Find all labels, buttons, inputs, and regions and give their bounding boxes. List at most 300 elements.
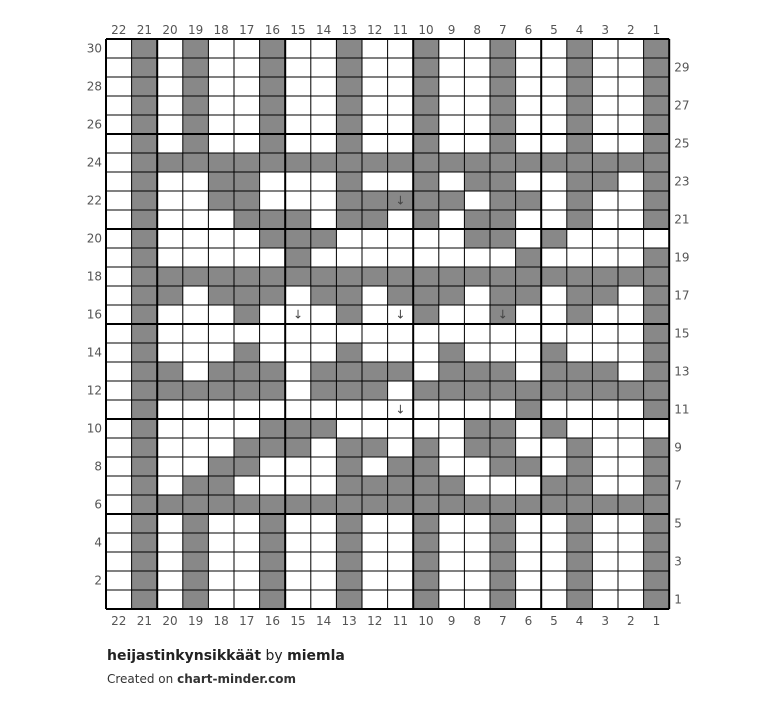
chart-cell-empty: [157, 115, 183, 134]
chart-cell-empty: [439, 305, 465, 324]
chart-cell-filled: [413, 381, 439, 400]
chart-title-line: [107, 648, 345, 664]
chart-cell-filled: [567, 476, 593, 495]
chart-cell-empty: [388, 381, 414, 400]
chart-cell-filled: [592, 381, 618, 400]
column-label-bottom: 21: [136, 614, 153, 628]
chart-cell-filled: [388, 362, 414, 381]
chart-cell-filled: [413, 267, 439, 286]
chart-cell-empty: [157, 571, 183, 590]
chart-cell-empty: [516, 514, 542, 533]
chart-cell-filled: [260, 77, 286, 96]
chart-cell-empty: [106, 115, 132, 134]
chart-cell-filled: [183, 134, 209, 153]
chart-cell-filled: [567, 552, 593, 571]
chart-cell-empty: [388, 343, 414, 362]
chart-cell-empty: [362, 571, 388, 590]
chart-cell-empty: [516, 419, 542, 438]
column-label-top: 15: [290, 23, 306, 37]
chart-title: heijastinkynsikkäät: [107, 648, 262, 664]
chart-cell-filled: [260, 514, 286, 533]
chart-cell-filled: [285, 419, 311, 438]
chart-cell-empty: [388, 58, 414, 77]
chart-cell-empty: [618, 476, 644, 495]
chart-cell-filled: [336, 495, 362, 514]
chart-cell-empty: [516, 476, 542, 495]
chart-cell-empty: [285, 590, 311, 609]
chart-cell-empty: [592, 115, 618, 134]
chart-cell-filled: [464, 362, 490, 381]
chart-cell-empty: [183, 191, 209, 210]
chart-cell-filled: [234, 210, 260, 229]
column-label-bottom: 2: [626, 614, 635, 628]
chart-cell-filled: [234, 362, 260, 381]
chart-cell-empty: [362, 457, 388, 476]
column-label-bottom: 17: [239, 614, 255, 628]
chart-cell-empty: [541, 115, 567, 134]
column-label-top: 2: [626, 23, 635, 37]
chart-cell-empty: [106, 571, 132, 590]
chart-cell-empty: [260, 248, 286, 267]
chart-cell-empty: [311, 58, 337, 77]
chart-cell-filled: [336, 286, 362, 305]
chart-cell-empty: [516, 590, 542, 609]
chart-cell-filled: [439, 286, 465, 305]
chart-cell-filled: [567, 438, 593, 457]
chart-cell-filled: [260, 495, 286, 514]
chart-cell-filled: [336, 267, 362, 286]
chart-cell-empty: [516, 362, 542, 381]
chart-cell-filled: [132, 191, 158, 210]
chart-cell-empty: [336, 248, 362, 267]
chart-cell-filled: [490, 552, 516, 571]
chart-cell-empty: [464, 324, 490, 343]
chart-cell-filled: [132, 419, 158, 438]
chart-cell-filled: [567, 457, 593, 476]
chart-cell-filled: [644, 210, 670, 229]
chart-cell-empty: [260, 172, 286, 191]
chart-cell-empty: [592, 191, 618, 210]
chart-cell-filled: [439, 495, 465, 514]
chart-cell-empty: [541, 134, 567, 153]
chart-cell-empty: [234, 552, 260, 571]
column-label-top: 19: [187, 23, 204, 37]
chart-cell-empty: [234, 248, 260, 267]
chart-cell-empty: [157, 590, 183, 609]
chart-cell-filled: [132, 172, 158, 191]
chart-cell-empty: [260, 457, 286, 476]
chart-cell-empty: [541, 210, 567, 229]
chart-cell-filled: [234, 191, 260, 210]
chart-cell-filled: [285, 438, 311, 457]
chart-cell-filled: [260, 58, 286, 77]
down-arrow-icon: ↓: [395, 402, 406, 417]
chart-cell-empty: [388, 590, 414, 609]
chart-cell-empty: [516, 115, 542, 134]
chart-cell-empty: [311, 77, 337, 96]
chart-cell-empty: [311, 457, 337, 476]
chart-cell-empty: [183, 172, 209, 191]
chart-cell-filled: [336, 381, 362, 400]
chart-cell-filled: [362, 495, 388, 514]
column-label-bottom: 14: [315, 614, 332, 628]
chart-cell-filled: [260, 267, 286, 286]
chart-cell-filled: [362, 267, 388, 286]
chart-cell-empty: [157, 96, 183, 115]
chart-cell-filled: [183, 96, 209, 115]
chart-cell-empty: [388, 115, 414, 134]
chart-cell-empty: [362, 134, 388, 153]
chart-cell-filled: [362, 438, 388, 457]
chart-cell-empty: [336, 324, 362, 343]
chart-cell-empty: [592, 533, 618, 552]
chart-cell-filled: [490, 115, 516, 134]
chart-cell-filled: [208, 153, 234, 172]
column-label-top: 21: [136, 23, 153, 37]
chart-cell-empty: [311, 134, 337, 153]
chart-cell-empty: [311, 191, 337, 210]
chart-cell-filled: [413, 134, 439, 153]
chart-cell-filled: [413, 438, 439, 457]
chart-cell-empty: [592, 305, 618, 324]
chart-cell-filled: [592, 172, 618, 191]
chart-cell-empty: [106, 96, 132, 115]
column-label-bottom: 12: [367, 614, 383, 628]
chart-cell-empty: [106, 362, 132, 381]
chart-cell-filled: [413, 39, 439, 58]
chart-cell-filled: [644, 362, 670, 381]
chart-cell-filled: [311, 267, 337, 286]
chart-cell-empty: [567, 400, 593, 419]
column-label-bottom: 8: [473, 614, 482, 628]
chart-cell-empty: [388, 248, 414, 267]
chart-cell-empty: [413, 229, 439, 248]
chart-cell-empty: [464, 514, 490, 533]
chart-cell-empty: [464, 115, 490, 134]
chart-cell-empty: [260, 191, 286, 210]
column-label-top: 13: [341, 23, 357, 37]
chart-cell-filled: [490, 457, 516, 476]
row-label-left: 6: [94, 497, 102, 512]
chart-cell-empty: [106, 324, 132, 343]
chart-cell-empty: [157, 552, 183, 571]
chart-cell-empty: [183, 248, 209, 267]
chart-cell-empty: [311, 172, 337, 191]
chart-cell-empty: [157, 58, 183, 77]
chart-cell-filled: [567, 39, 593, 58]
chart-cell-empty: [362, 248, 388, 267]
chart-cell-empty: [618, 324, 644, 343]
chart-cell-empty: [311, 514, 337, 533]
chart-cell-empty: [311, 343, 337, 362]
chart-cell-empty: [208, 210, 234, 229]
column-label-bottom: 16: [264, 614, 281, 628]
chart-cell-filled: [183, 514, 209, 533]
chart-cell-filled: [183, 571, 209, 590]
chart-cell-empty: [618, 514, 644, 533]
chart-cell-filled: [132, 324, 158, 343]
chart-cell-empty: [362, 590, 388, 609]
chart-cell-empty: [285, 172, 311, 191]
chart-cell-empty: [439, 134, 465, 153]
chart-cell-filled: [413, 286, 439, 305]
chart-cell-filled: [490, 39, 516, 58]
chart-cell-empty: [464, 96, 490, 115]
chart-cell-filled: [336, 39, 362, 58]
chart-cell-empty: [208, 343, 234, 362]
chart-cell-filled: [260, 571, 286, 590]
chart-cell-empty: [285, 324, 311, 343]
chart-cell-empty: [618, 552, 644, 571]
chart-cell-empty: [208, 552, 234, 571]
chart-cell-empty: [157, 400, 183, 419]
chart-cell-filled: [567, 362, 593, 381]
chart-cell-empty: [439, 514, 465, 533]
chart-cell-empty: [106, 210, 132, 229]
chart-cell-filled: [567, 571, 593, 590]
chart-cell-empty: [208, 58, 234, 77]
chart-cell-filled: [260, 419, 286, 438]
column-label-top: 16: [264, 23, 281, 37]
chart-cell-empty: [285, 571, 311, 590]
chart-cell-filled: [132, 286, 158, 305]
chart-cell-empty: [464, 58, 490, 77]
chart-cell-filled: [490, 172, 516, 191]
chart-cell-filled: [644, 457, 670, 476]
author-name: miemla: [287, 648, 345, 664]
chart-cell-empty: [106, 552, 132, 571]
chart-cell-empty: [541, 248, 567, 267]
chart-cell-filled: [592, 267, 618, 286]
chart-cell-empty: [208, 438, 234, 457]
chart-cell-filled: [567, 115, 593, 134]
chart-cell-empty: [106, 58, 132, 77]
chart-cell-empty: [106, 191, 132, 210]
chart-cell-empty: [157, 514, 183, 533]
chart-cell-empty: [541, 400, 567, 419]
chart-cell-empty: [592, 324, 618, 343]
chart-cell-filled: [516, 495, 542, 514]
chart-cell-empty: [644, 229, 670, 248]
chart-cell-filled: [490, 134, 516, 153]
chart-cell-empty: [439, 533, 465, 552]
chart-cell-filled: [132, 153, 158, 172]
chart-cell-empty: [208, 305, 234, 324]
chart-cell-empty: [618, 77, 644, 96]
chart-cell-filled: [644, 495, 670, 514]
column-label-top: 22: [111, 23, 127, 37]
chart-cell-empty: [106, 438, 132, 457]
chart-cell-filled: [464, 210, 490, 229]
chart-cell-empty: [592, 134, 618, 153]
chart-cell-filled: [490, 514, 516, 533]
chart-cell-filled: [644, 400, 670, 419]
chart-cell-empty: [464, 286, 490, 305]
chart-cell-filled: [208, 381, 234, 400]
chart-cell-empty: [285, 552, 311, 571]
chart-cell-empty: [106, 172, 132, 191]
column-label-bottom: 5: [550, 614, 558, 628]
chart-cell-empty: [567, 324, 593, 343]
chart-cell-empty: [464, 400, 490, 419]
chart-cell-filled: [336, 590, 362, 609]
chart-cell-empty: [362, 39, 388, 58]
chart-cell-filled: [413, 476, 439, 495]
chart-cell-filled: [464, 172, 490, 191]
chart-cell-filled: [336, 172, 362, 191]
chart-cell-empty: [311, 39, 337, 58]
row-label-left: 10: [86, 421, 102, 436]
chart-cell-empty: [592, 438, 618, 457]
chart-cell-empty: [618, 419, 644, 438]
chart-cell-empty: [618, 172, 644, 191]
chart-cell-filled: [644, 77, 670, 96]
site-name: chart-minder.com: [177, 672, 296, 686]
row-label-left: 18: [86, 269, 102, 284]
chart-cell-empty: [234, 571, 260, 590]
chart-cell-empty: [260, 343, 286, 362]
chart-cell-empty: [183, 457, 209, 476]
chart-cell-empty: [541, 533, 567, 552]
chart-cell-filled: [388, 153, 414, 172]
chart-cell-filled: [567, 172, 593, 191]
column-label-top: 12: [367, 23, 383, 37]
chart-cell-filled: [439, 267, 465, 286]
chart-cell-empty: [618, 438, 644, 457]
chart-cell-filled: [132, 96, 158, 115]
chart-cell-empty: [516, 552, 542, 571]
chart-cell-empty: [157, 476, 183, 495]
chart-cell-filled: [644, 552, 670, 571]
chart-cell-empty: [362, 552, 388, 571]
chart-cell-filled: [336, 96, 362, 115]
chart-cell-empty: [234, 77, 260, 96]
chart-cell-filled: [567, 58, 593, 77]
chart-cell-empty: [592, 77, 618, 96]
chart-cell-empty: [285, 58, 311, 77]
chart-cell-filled: [132, 381, 158, 400]
chart-cell-empty: [516, 210, 542, 229]
chart-cell-filled: [132, 590, 158, 609]
row-label-left: 4: [94, 535, 102, 550]
chart-cell-empty: [157, 343, 183, 362]
chart-cell-empty: [516, 533, 542, 552]
chart-cell-filled: [183, 115, 209, 134]
chart-cell-filled: [132, 514, 158, 533]
row-label-right: 27: [674, 98, 690, 113]
chart-cell-empty: [234, 533, 260, 552]
chart-cell-empty: [208, 533, 234, 552]
row-label-right: 11: [674, 402, 690, 417]
chart-cell-filled: [413, 115, 439, 134]
chart-cell-empty: [336, 400, 362, 419]
chart-cell-filled: [260, 153, 286, 172]
chart-cell-empty: [208, 96, 234, 115]
chart-cell-empty: [618, 134, 644, 153]
chart-cell-filled: [413, 533, 439, 552]
chart-cell-empty: [541, 172, 567, 191]
chart-cell-filled: [336, 343, 362, 362]
chart-cell-filled: [439, 191, 465, 210]
chart-cell-filled: [336, 115, 362, 134]
chart-cell-empty: [234, 58, 260, 77]
chart-cell-filled: [132, 343, 158, 362]
chart-cell-empty: [490, 343, 516, 362]
chart-cell-filled: [464, 495, 490, 514]
column-label-bottom: 7: [498, 614, 507, 628]
chart-cell-empty: [106, 381, 132, 400]
chart-cell-empty: [618, 362, 644, 381]
chart-cell-empty: [592, 248, 618, 267]
chart-cell-empty: [106, 229, 132, 248]
chart-cell-filled: [413, 77, 439, 96]
chart-cell-filled: [464, 229, 490, 248]
chart-cell-filled: [644, 286, 670, 305]
chart-cell-filled: [413, 552, 439, 571]
chart-cell-empty: [516, 39, 542, 58]
chart-cell-empty: [592, 400, 618, 419]
chart-cell-filled: [362, 381, 388, 400]
chart-cell-filled: [644, 476, 670, 495]
chart-cell-empty: [388, 134, 414, 153]
row-label-left: 14: [86, 345, 102, 360]
chart-cell-empty: [464, 343, 490, 362]
chart-cell-empty: [157, 210, 183, 229]
chart-cell-empty: [464, 39, 490, 58]
chart-cell-empty: [464, 248, 490, 267]
chart-cell-filled: [208, 495, 234, 514]
chart-cell-filled: [516, 286, 542, 305]
chart-cell-empty: [362, 96, 388, 115]
row-label-right: 9: [674, 440, 682, 455]
chart-cell-filled: [464, 381, 490, 400]
chart-cell-empty: [541, 39, 567, 58]
chart-cell-filled: [260, 286, 286, 305]
chart-cell-empty: [618, 457, 644, 476]
chart-cell-empty: [439, 77, 465, 96]
chart-cell-filled: [183, 39, 209, 58]
chart-cell-empty: [618, 229, 644, 248]
chart-cell-filled: [285, 210, 311, 229]
chart-cell-empty: [618, 590, 644, 609]
chart-cell-empty: [592, 210, 618, 229]
chart-cell-filled: [413, 172, 439, 191]
chart-cell-empty: [464, 533, 490, 552]
chart-cell-empty: [106, 495, 132, 514]
chart-cell-filled: [644, 438, 670, 457]
chart-cell-empty: [439, 229, 465, 248]
chart-cell-empty: [388, 324, 414, 343]
chart-cell-empty: [157, 438, 183, 457]
chart-cell-filled: [490, 96, 516, 115]
chart-cell-empty: [388, 552, 414, 571]
chart-cell-filled: [644, 58, 670, 77]
chart-cell-filled: [644, 381, 670, 400]
chart-cell-empty: [618, 39, 644, 58]
chart-cell-filled: [413, 495, 439, 514]
chart-cell-filled: [413, 58, 439, 77]
chart-cell-empty: [644, 419, 670, 438]
chart-cell-filled: [260, 362, 286, 381]
chart-cell-empty: [183, 324, 209, 343]
chart-cell-empty: [516, 77, 542, 96]
chart-cell-filled: [260, 381, 286, 400]
chart-cell-filled: [644, 324, 670, 343]
column-label-bottom: 1: [652, 614, 661, 628]
chart-cell-filled: [208, 457, 234, 476]
chart-cell-empty: [618, 210, 644, 229]
chart-cell-filled: [157, 286, 183, 305]
